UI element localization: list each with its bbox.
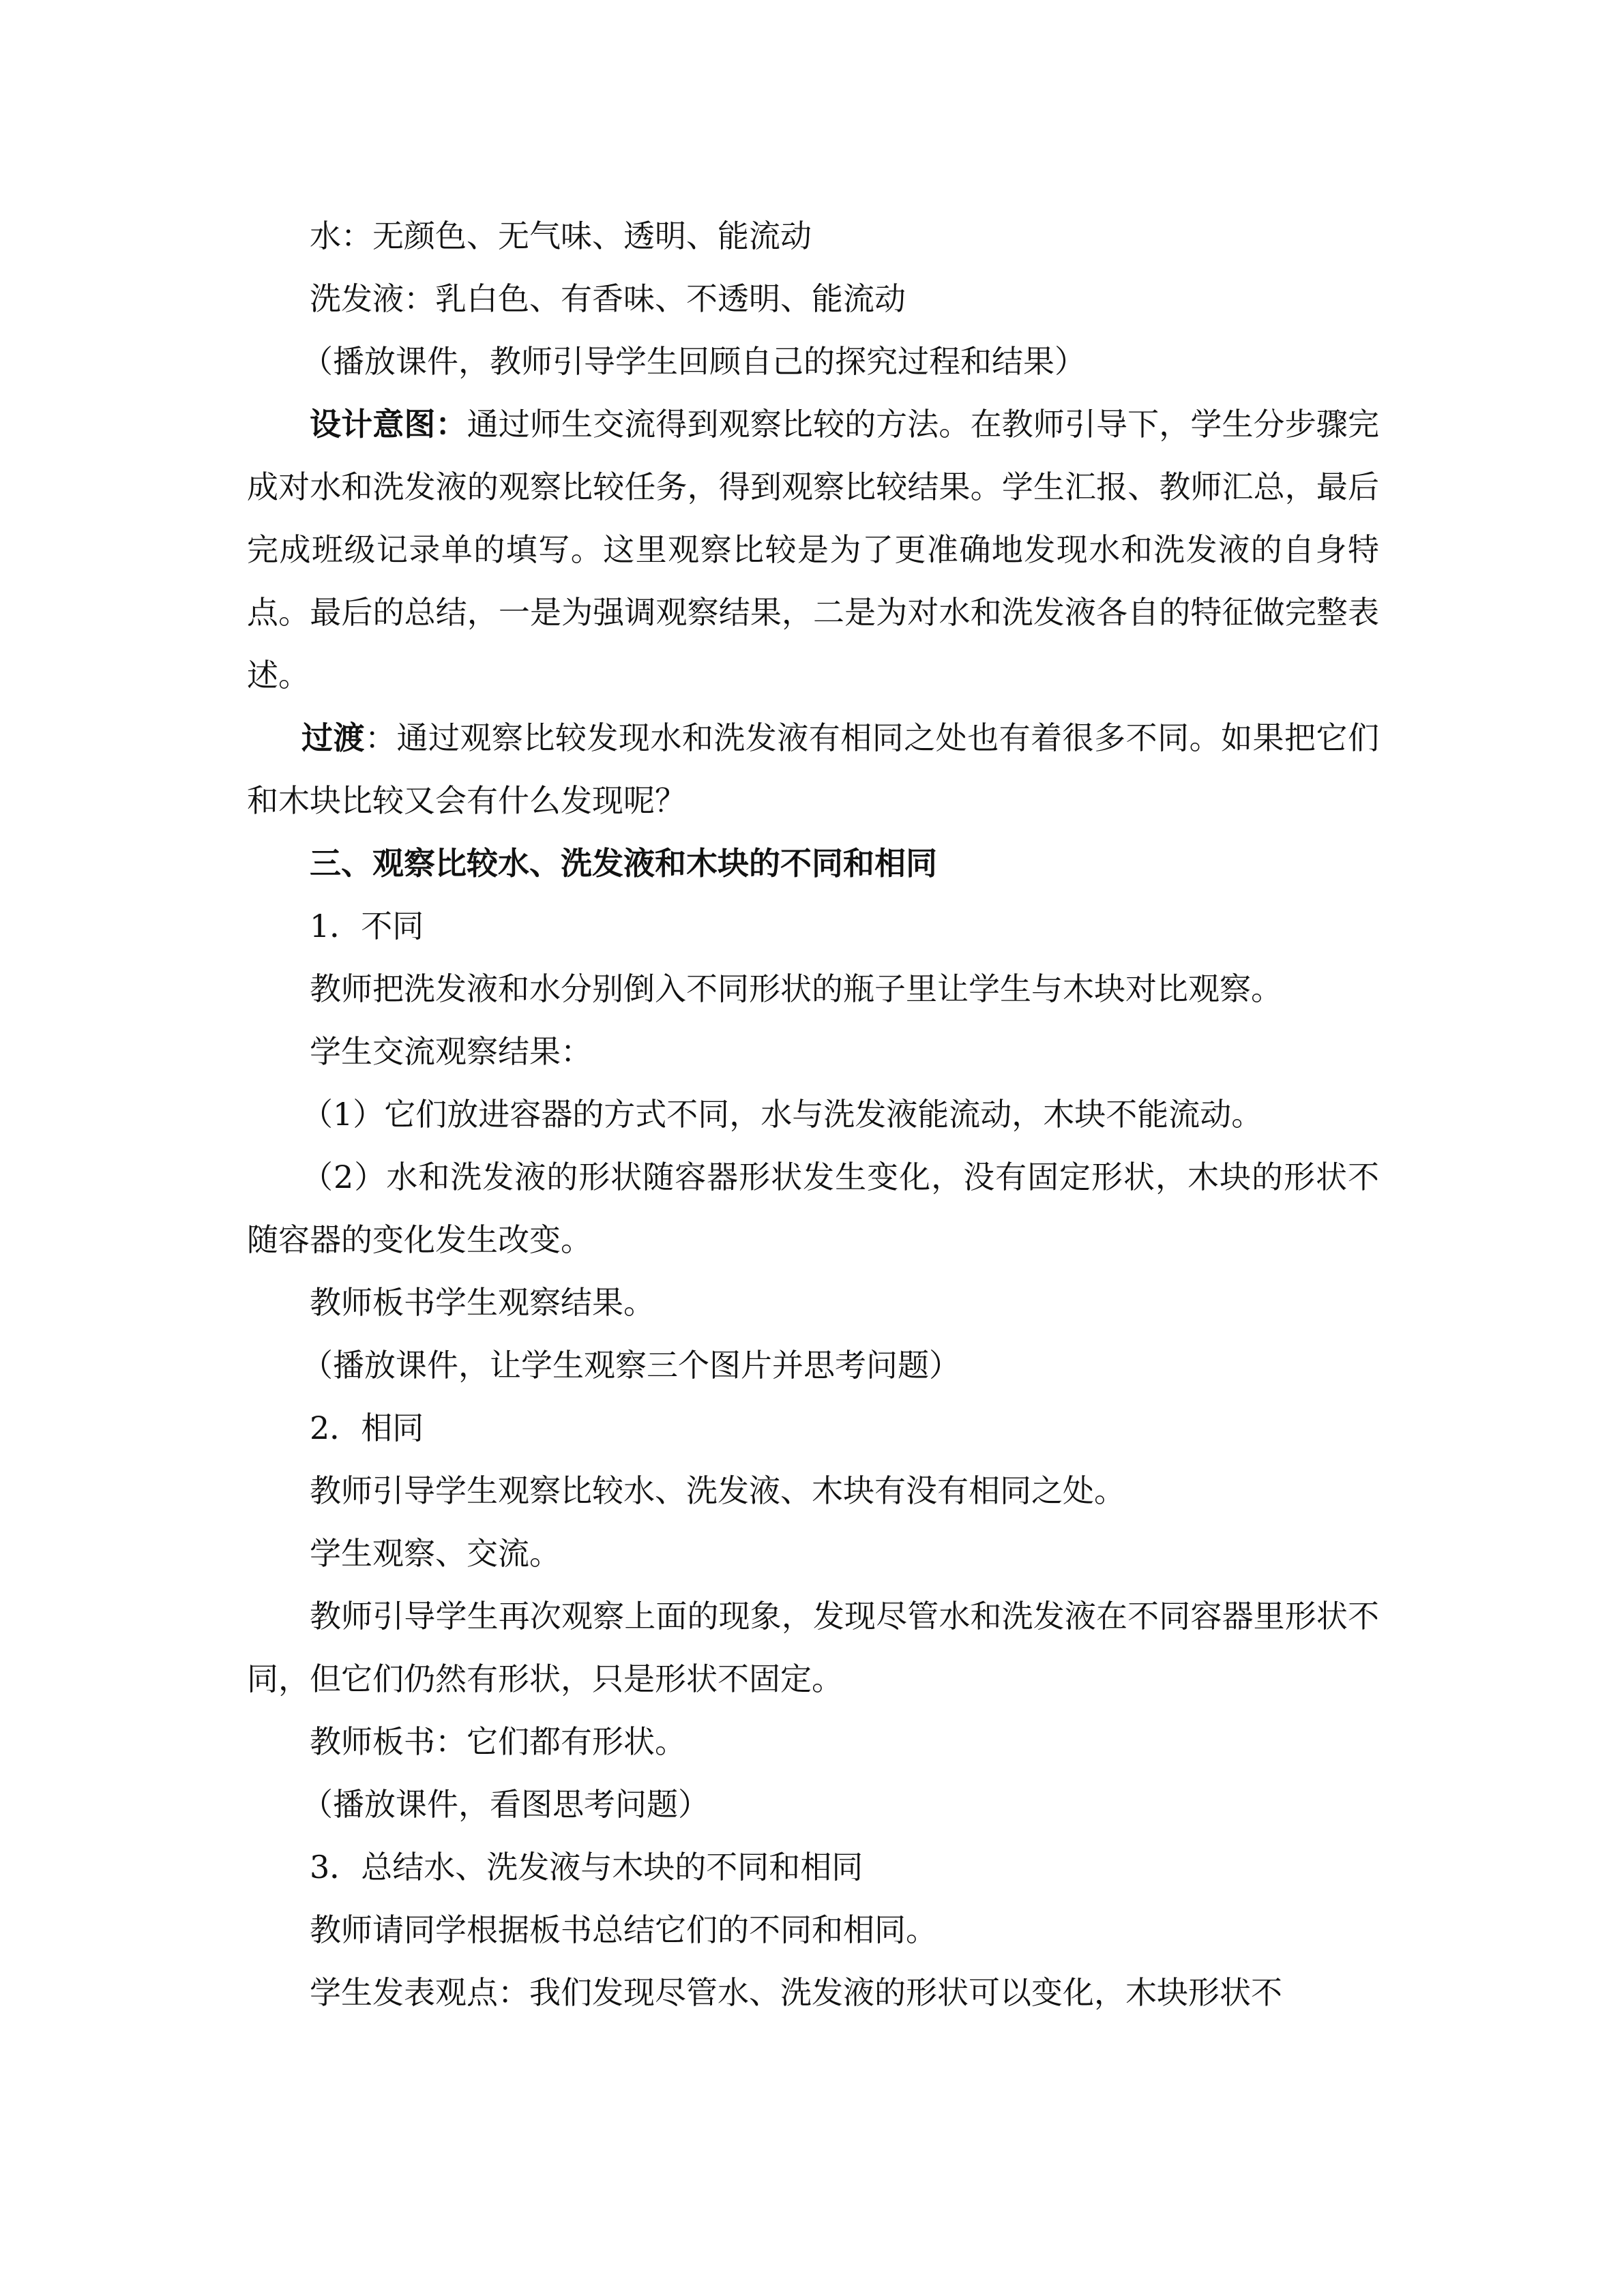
paragraph-students-share: 学生交流观察结果： — [310, 1033, 592, 1070]
paragraph-teacher-asks: 教师请同学根据板书总结它们的不同和相同。 — [310, 1911, 937, 1948]
paragraph-courseware-note-2: （播放课件，让学生观察三个图片并思考问题） — [301, 1347, 960, 1384]
paragraph-guide-compare: 教师引导学生观察比较水、洗发液、木块有没有相同之处。 — [310, 1472, 1125, 1509]
paragraph-shampoo-properties: 洗发液：乳白色、有香味、不透明、能流动 — [310, 280, 906, 317]
design-intent-label: 设计意图： — [310, 406, 467, 443]
paragraph-water-properties: 水：无颜色、无气味、透明、能流动 — [310, 218, 812, 254]
subheading-same: 2．相同 — [310, 1410, 424, 1446]
paragraph-courseware-note-3: （播放课件，看图思考问题） — [301, 1786, 709, 1823]
paragraph-observation-1: （1）它们放进容器的方式不同，水与洗发液能流动，木块不能流动。 — [301, 1096, 1263, 1133]
paragraph-courseware-note-1: （播放课件，教师引导学生回顾自己的探究过程和结果） — [301, 343, 1086, 380]
document-body — [247, 205, 1379, 2024]
paragraph-design-intent: 设计意图：通过师生交流得到观察比较的方法。在教师引导下，学生分步骤完成对水和洗发液的观察比较任务，得到观察比较结果。学生汇报、教师汇总，最后完成班级记录单的填写。这里观察比较是为了更准确地发现水和洗发液的自身特点。最后的总结，一是为强调观察结果，二是为对水和洗发液各自的特征做完整表述。 — [247, 406, 1380, 694]
section-heading-3: 三、观察比较水、洗发液和木块的不同和相同 — [310, 845, 937, 882]
subheading-difference: 1．不同 — [310, 908, 424, 944]
paragraph-guide-again: 教师引导学生再次观察上面的现象，发现尽管水和洗发液在不同容器里形状不同，但它们仍然有形状，只是形状不固定。 — [247, 1598, 1379, 1697]
paragraph-teacher-pours: 教师把洗发液和水分别倒入不同形状的瓶子里让学生与木块对比观察。 — [310, 970, 1282, 1007]
paragraph-transition: 过渡：通过观察比较发现水和洗发液有相同之处也有着很多不同。如果把它们和木块比较又会有什么发现呢？ — [247, 719, 1380, 819]
paragraph-observation-2: （2）水和洗发液的形状随容器形状发生变化，没有固定形状，木块的形状不随容器的变化发生改变。 — [247, 1159, 1379, 1258]
paragraph-students-observe: 学生观察、交流。 — [310, 1535, 561, 1572]
transition-label: 过渡 — [301, 719, 365, 756]
paragraph-board-shape: 教师板书：它们都有形状。 — [310, 1723, 686, 1760]
paragraph-board-results: 教师板书学生观察结果。 — [310, 1284, 655, 1321]
paragraph-students-express: 学生发表观点：我们发现尽管水、洗发液的形状可以变化，木块形状不 — [310, 1974, 1282, 2011]
subheading-summary: 3．总结水、洗发液与木块的不同和相同 — [310, 1849, 863, 1885]
